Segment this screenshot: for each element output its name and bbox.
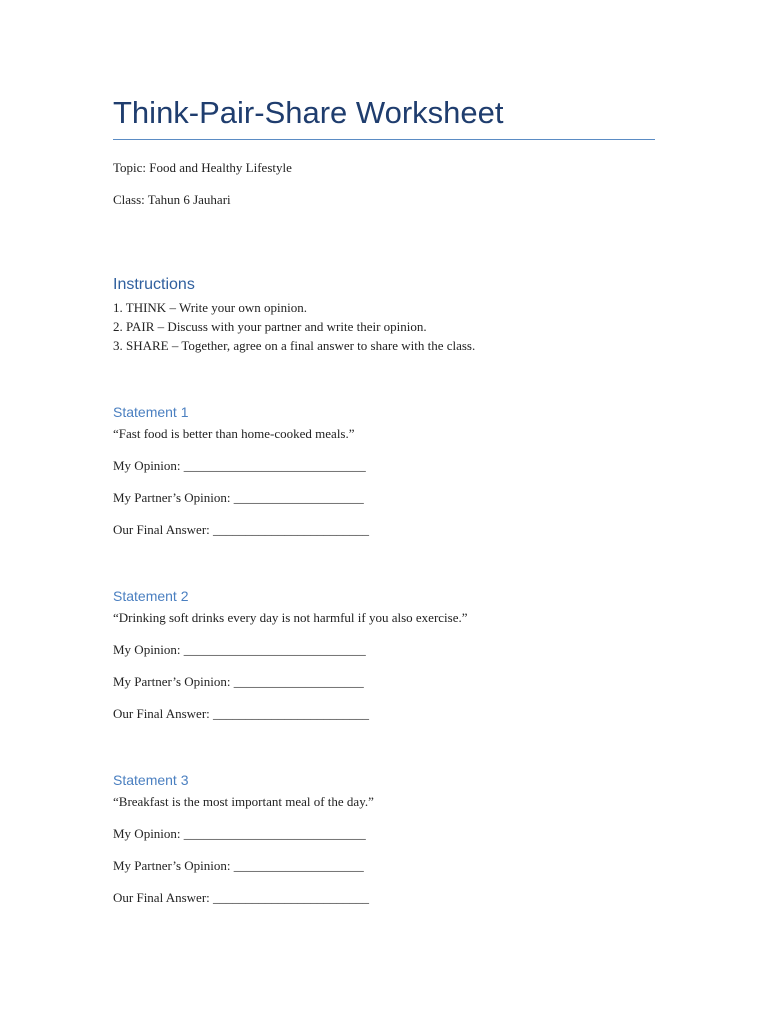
topic-line: Topic: Food and Healthy Lifestyle — [113, 160, 292, 175]
title-underline — [113, 139, 655, 140]
class-line: Class: Tahun 6 Jauhari — [113, 192, 231, 207]
statement-quote: “Fast food is better than home-cooked meals.” — [113, 426, 355, 441]
instruction-item-share: 3. SHARE – Together, agree on a final answer to share with the class. — [113, 338, 476, 353]
my-opinion-field[interactable]: My Opinion: ____________________________ — [113, 642, 366, 657]
my-opinion-field[interactable]: My Opinion: ____________________________ — [113, 826, 366, 841]
instruction-item-think: 1. THINK – Write your own opinion. — [113, 300, 307, 315]
statement-heading: Statement 1 — [113, 404, 189, 420]
instruction-item-pair: 2. PAIR – Discuss with your partner and write their opinion. — [113, 319, 427, 334]
statement-quote: “Drinking soft drinks every day is not harmful if you also exercise.” — [113, 610, 468, 625]
statement-heading: Statement 3 — [113, 772, 189, 788]
page-title: Think-Pair-Share Worksheet — [113, 95, 504, 130]
partner-opinion-field[interactable]: My Partner’s Opinion: ____________________ — [113, 858, 364, 873]
final-answer-field[interactable]: Our Final Answer: ________________________ — [113, 706, 370, 721]
my-opinion-field[interactable]: My Opinion: ____________________________ — [113, 458, 366, 473]
final-answer-field[interactable]: Our Final Answer: ________________________ — [113, 522, 370, 537]
statement-quote: “Breakfast is the most important meal of the day.” — [113, 794, 374, 809]
partner-opinion-field[interactable]: My Partner’s Opinion: ____________________ — [113, 490, 364, 505]
partner-opinion-field[interactable]: My Partner’s Opinion: ____________________ — [113, 674, 364, 689]
instructions-heading: Instructions — [113, 276, 195, 293]
final-answer-field[interactable]: Our Final Answer: ________________________ — [113, 890, 370, 905]
statement-heading: Statement 2 — [113, 588, 189, 604]
